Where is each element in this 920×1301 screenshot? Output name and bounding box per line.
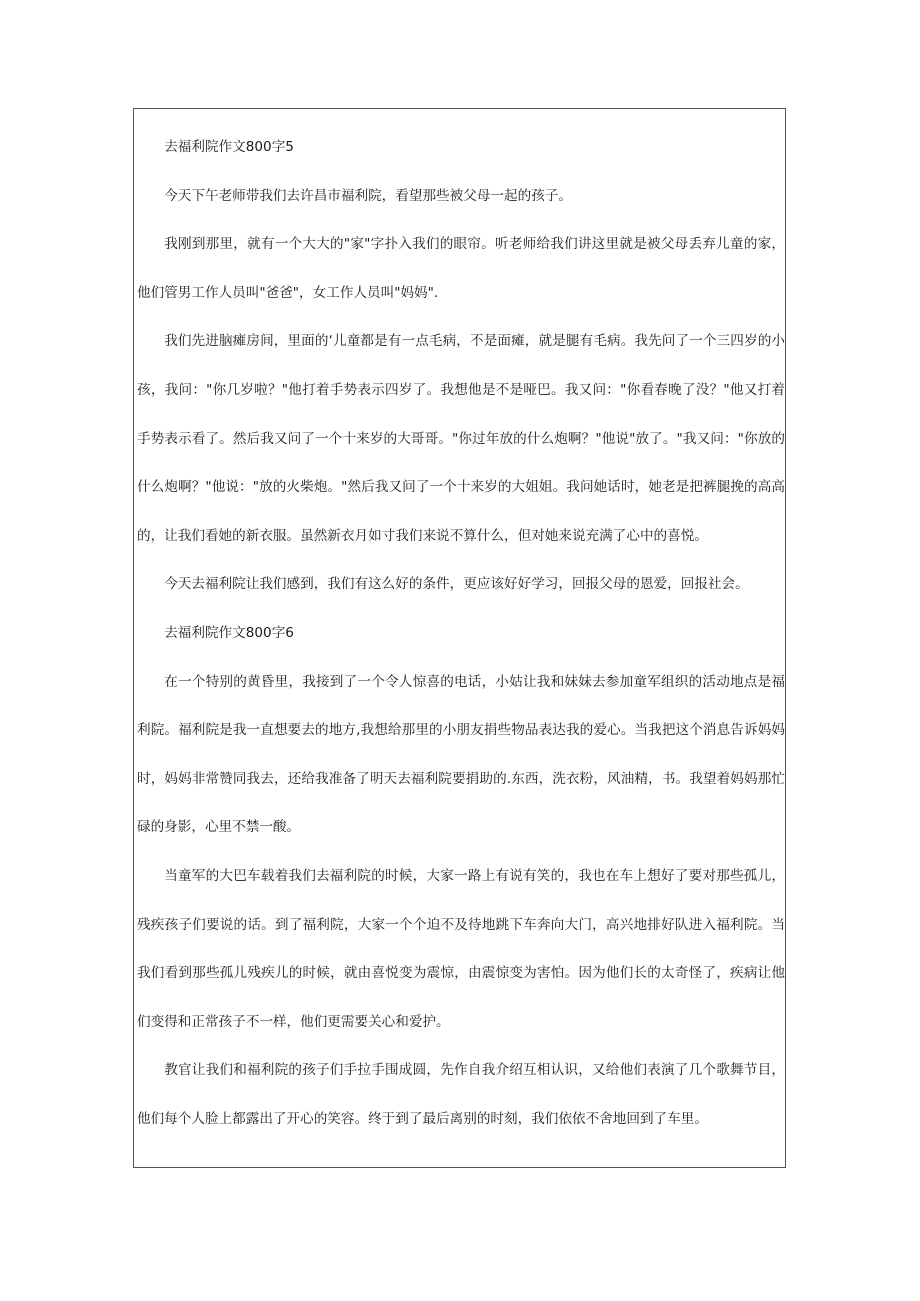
section-5-title: 去福利院作文800字5 [164,139,294,155]
section-5-paragraph-4: 今天去福利院让我们感到，我们有这么好的条件，更应该好好学习，回报父母的恩爱，回报社会。 [164,576,749,593]
section-6-paragraph-3: 教官让我们和福利院的孩子们手拉手围成圆，先作自我介绍互相认识，又给他们表演了几个歌舞节目，他们每个人脸上都露出了开心的笑容。终于到了最后离别的时刻，我们依依不舍地回到了车里。 [137,1062,785,1127]
section-6-title: 去福利院作文800字6 [164,624,294,641]
document-body [134,123,786,1143]
section-6-paragraph-2: 当童军的大巴车载着我们去福利院的时候，大家一路上有说有笑的，我也在车上想好了要对那些孤儿，残疾孩子们要说的话。到了福利院，大家一个个迫不及待地跳下车奔向大门，高兴地排好队进入福利院。当我们看到那些孤儿残疾儿的时候，就由喜悦变为震惊，由震惊变为害怕。因为他们长的太奇怪了，疾病让他们变得和正常孩子不一样，他们更需要关心和爱护。 [137,867,785,1030]
document-frame [133,108,786,1168]
section-5-paragraph-1: 今天下午老师带我们去许昌市福利院，看望那些被父母一起的孩子。 [164,187,572,204]
section-5-paragraph-2: 我刚到那里，就有一个大大的"家"字扑入我们的眼帘。听老师给我们讲这里就是被父母丢弃儿童的家，他们管男工作人员叫"爸爸"，女工作人员叫"妈妈". [137,236,785,301]
section-5-paragraph-3: 我们先进脑瘫房间，里面的‘儿童都是有一点毛病，不是面瘫，就是腿有毛病。我先问了一个三四岁的小孩，我问："你几岁啦？"他打着手势表示四岁了。我想他是不是哑巴。我又问："你看春晚了没？"他又打着手势表示看了。然后我又问了一个十来岁的大哥哥。"你过年放的什么炮啊？"他说"放了。"我又问："你放的什么炮啊？"他说："放的火柴炮。"然后我又问了一个十来岁的大姐姐。我问她话时，她老是把裤腿挽的高高的，让我们看她的新衣服。虽然新衣月如寸我们来说不算什么，但对她来说充满了心中的喜悦。 [137,333,785,544]
section-6-paragraph-1: 在一个特别的黄昏里，我接到了一个令人惊喜的电话，小姑让我和妹妹去参加童军组织的活动地点是福利院。福利院是我一直想要去的地方,我想给那里的小朋友捐些物品表达我的爱心。当我把这个消息告诉妈妈时，妈妈非常赞同我去，还给我准备了明天去福利院要捐助的.东西，洗衣粉，风油精，书。我望着妈妈那忙碌的身影，心里不禁一酸。 [137,673,785,836]
